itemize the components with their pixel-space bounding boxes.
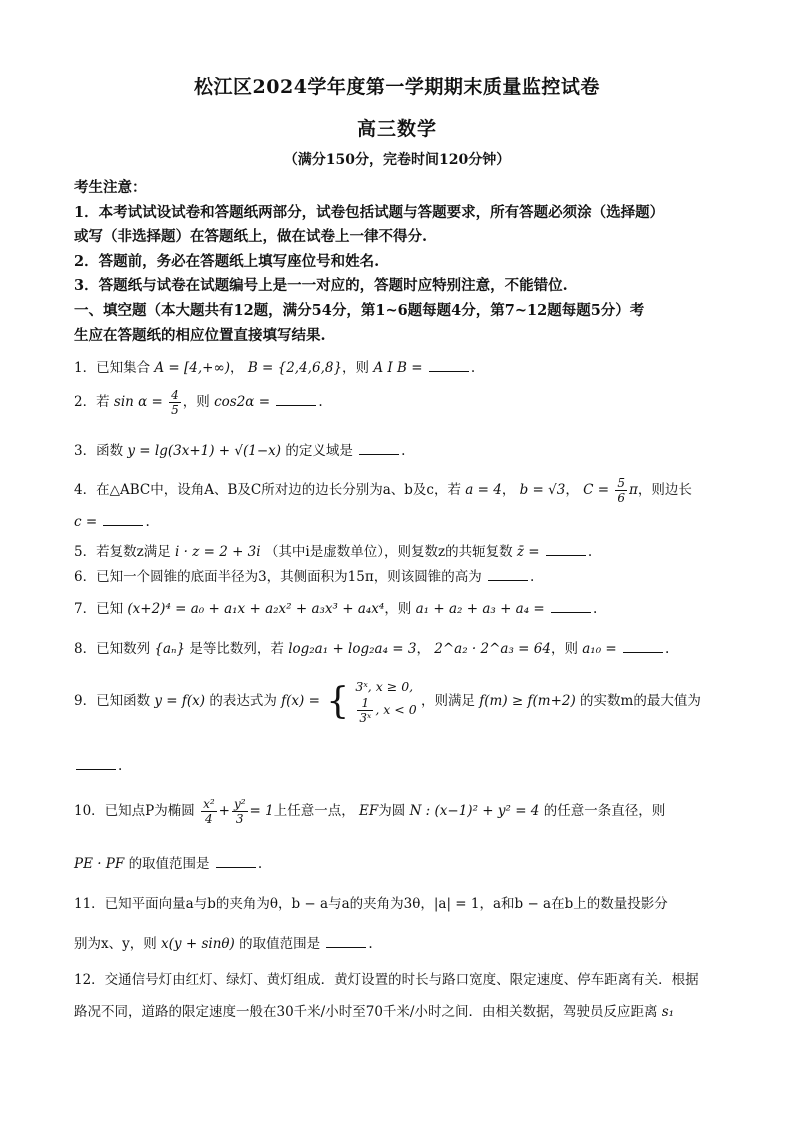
case-2-num: 1 xyxy=(357,696,373,711)
q9-fx: f(x) = xyxy=(281,693,320,709)
q8-sep: ， xyxy=(416,641,430,657)
q9-ineq: f(m) ≥ f(m+2) xyxy=(479,693,576,709)
q3-func: y = lg(3x+1) + √(1−x) xyxy=(127,443,282,459)
notice-line-1: 1．本考试试设试卷和答题纸两部分，试卷包括试题与答题要求，所有答题必须涂（选择题） xyxy=(74,204,665,221)
q2-end: . xyxy=(318,394,323,410)
q10-ef: EF xyxy=(359,803,379,819)
q10-den-1: 4 xyxy=(205,812,213,826)
answer-blank xyxy=(546,554,586,556)
q3-end: . xyxy=(401,443,406,459)
q1-text: 1．已知集合 xyxy=(74,360,151,376)
q5-text-2: （其中i是虚数单位），则复数z的共轭复数 xyxy=(264,544,513,560)
q10-eq: = 1 xyxy=(249,803,274,819)
q4-text-2: ，则边长 xyxy=(637,482,692,498)
answer-blank xyxy=(76,768,116,770)
exam-info: （满分150分，完卷时间120分钟） xyxy=(283,152,511,168)
q8-a10: a₁₀ = xyxy=(582,641,617,657)
question-5 xyxy=(74,540,592,560)
case-2-fraction xyxy=(357,696,373,725)
case-2-den: 3ˣ xyxy=(359,711,372,725)
q7-end: . xyxy=(593,601,598,617)
q8-log: log₂a₁ + log₂a₄ = 3 xyxy=(288,641,417,657)
question-7 xyxy=(74,597,597,617)
answer-blank xyxy=(103,524,143,526)
q8-end: . xyxy=(665,641,670,657)
q10-plus: + xyxy=(218,803,230,819)
q11-text-3: 的取值范围是 xyxy=(239,936,321,952)
q1-expr: A I B = xyxy=(373,360,423,376)
q2-fraction xyxy=(169,388,181,417)
q11-expr: x(y + sinθ) xyxy=(161,936,235,952)
question-10-cont xyxy=(74,852,262,872)
q4-sep: ， xyxy=(501,482,516,498)
q9-text-4: 的实数m的最大值为 xyxy=(580,693,701,709)
piecewise-brace: { xyxy=(326,680,350,722)
q4-frac-num: 5 xyxy=(617,476,626,490)
q10-fraction-y xyxy=(232,797,248,826)
q10-num-1: x² xyxy=(203,797,215,811)
q10-num-2: y² xyxy=(233,797,246,811)
q9-text-3: ，则满足 xyxy=(420,693,475,709)
q10-circle: N : (x−1)² + y² = 4 xyxy=(409,803,540,819)
exam-subject: 高三数学 xyxy=(356,118,437,140)
q2-frac-num: 4 xyxy=(171,388,179,402)
q1-set-b: B = {2,4,6,8} xyxy=(247,360,343,376)
answer-blank xyxy=(359,453,399,455)
q12-line-2: 路况不同，道路的限定速度一般在30千米/小时至70千米/小时之间．由相关数据，驾驶员反应距离 xyxy=(74,1004,658,1020)
q10-fraction-x xyxy=(201,797,217,826)
case-2-cond: , x < 0 xyxy=(375,702,417,717)
section-heading-line-2: 生应在答题纸的相应位置直接填写结果. xyxy=(74,327,326,344)
q7-text-2: ，则 xyxy=(384,601,412,617)
answer-blank xyxy=(488,579,528,581)
q4-fraction xyxy=(615,476,627,505)
q10-dot-product: PE · PF xyxy=(74,856,125,872)
q1-set-a: A = [4,+∞) xyxy=(154,360,231,376)
q10-end: . xyxy=(257,856,263,872)
case-2 xyxy=(355,696,416,725)
answer-blank xyxy=(429,370,469,372)
q11-end: . xyxy=(368,936,373,952)
q8-text-2: 是等比数列，若 xyxy=(189,641,284,657)
question-9 xyxy=(74,678,701,725)
q2-sin: sin α = xyxy=(113,394,163,410)
section-heading-line-1: 一、填空题（本大题共有12题，满分54分，第1~6题每题4分，第7~12题每题5分）考 xyxy=(74,302,645,319)
notice-line-4: 3．答题纸与试卷在试题编号上是一一对应的，答题时应特别注意，不能错位. xyxy=(74,277,568,294)
q9-end: . xyxy=(118,758,123,774)
q1-end: . xyxy=(470,360,476,376)
q3-text-2: 的定义域是 xyxy=(285,443,353,459)
q8-exp: 2^a₂ · 2^a₃ = 64 xyxy=(434,641,551,657)
q10-text: 10．已知点P为椭圆 xyxy=(74,803,195,819)
question-10 xyxy=(74,797,665,826)
question-11 xyxy=(74,892,668,912)
q7-sum: a₁ + a₂ + a₃ + a₄ = xyxy=(415,601,545,617)
q1-sep: ， xyxy=(230,360,244,376)
notice-line-3: 2．答题前，务必在答题纸上填写座位号和姓名. xyxy=(74,253,380,270)
q2-cos: cos2α = xyxy=(214,394,271,410)
question-4 xyxy=(74,476,692,505)
q3-text: 3．函数 xyxy=(74,443,124,459)
question-11-cont xyxy=(74,932,373,952)
q4-c-eq: c = xyxy=(74,514,98,530)
question-6 xyxy=(74,565,534,585)
q5-text: 5．若复数z满足 xyxy=(74,544,171,560)
question-3 xyxy=(74,439,405,459)
q8-text-3: ，则 xyxy=(550,641,578,657)
q9-text-2: 的表达式为 xyxy=(209,693,277,709)
q7-text: 7．已知 xyxy=(74,601,124,617)
q5-conj: z̄ = xyxy=(516,544,540,560)
q4-c: C = xyxy=(583,482,610,498)
q10-text-5: 的取值范围是 xyxy=(128,856,210,872)
piecewise-cases xyxy=(355,678,416,725)
q2-text-2: ，则 xyxy=(182,394,210,410)
q6-text: 6．已知一个圆锥的底面半径为3，其侧面积为15π，则该圆锥的高为 xyxy=(74,569,482,585)
question-12-cont xyxy=(74,1000,674,1020)
question-2 xyxy=(74,388,323,417)
q12-line-1: 12．交通信号灯由红灯、绿灯、黄灯组成．黄灯设置的时长与路口宽度、限定速度、停车距离有关．根据 xyxy=(74,972,699,988)
notice-heading: 考生注意： xyxy=(74,179,147,196)
q5-eq: i · z = 2 + 3i xyxy=(175,544,261,560)
q8-seq: {aₙ} xyxy=(154,641,186,657)
question-1 xyxy=(74,356,475,376)
q11-text: 11．已知平面向量a与b的夹角为θ，b − a与a的夹角为3θ，|a| = 1，a和b − a在b上的数量投影分 xyxy=(74,896,668,912)
exam-title: 松江区2024学年度第一学期期末质量监控试卷 xyxy=(194,76,600,98)
q9-func: y = f(x) xyxy=(154,693,206,709)
q7-expansion: (x+2)⁴ = a₀ + a₁x + a₂x² + a₃x³ + a₄x⁴ xyxy=(127,601,385,617)
question-12 xyxy=(74,968,699,988)
q6-end: . xyxy=(530,569,535,585)
q5-end: . xyxy=(587,544,593,560)
q1-text-2: ，则 xyxy=(342,360,370,376)
q2-frac-den: 5 xyxy=(171,403,179,417)
q9-text: 9．已知函数 xyxy=(74,693,151,709)
question-9-cont xyxy=(74,758,122,774)
answer-blank xyxy=(276,404,316,406)
q4-b: b = √3 xyxy=(519,482,566,498)
answer-blank xyxy=(623,651,663,653)
q8-text: 8．已知数列 xyxy=(74,641,151,657)
answer-blank xyxy=(216,866,256,868)
q10-text-2: 上任意一点， xyxy=(273,803,355,819)
q4-a: a = 4 xyxy=(465,482,502,498)
q10-text-4: 的任意一条直径，则 xyxy=(543,803,666,819)
q4-text: 4．在△ABC中，设角A、B及C所对边的边长分别为a、b及c，若 xyxy=(74,482,461,498)
q4-sep-2: ， xyxy=(565,482,579,498)
q4-pi: π xyxy=(629,482,638,498)
q4-frac-den: 6 xyxy=(617,491,626,505)
q4-end: . xyxy=(145,514,150,530)
case-1: 3ˣ, x ≥ 0, xyxy=(355,679,414,694)
q10-text-3: 为圆 xyxy=(378,803,406,819)
q12-var: s₁ xyxy=(661,1004,675,1020)
q11-text-2: 别为x、y，则 xyxy=(74,936,157,952)
q10-den-2: 3 xyxy=(235,812,244,826)
question-4-cont xyxy=(74,514,150,530)
notice-line-2: 或写（非选择题）在答题纸上，做在试卷上一律不得分. xyxy=(74,228,428,245)
answer-blank xyxy=(326,946,366,948)
question-8 xyxy=(74,637,669,657)
q2-text: 2．若 xyxy=(74,394,110,410)
answer-blank xyxy=(551,611,591,613)
